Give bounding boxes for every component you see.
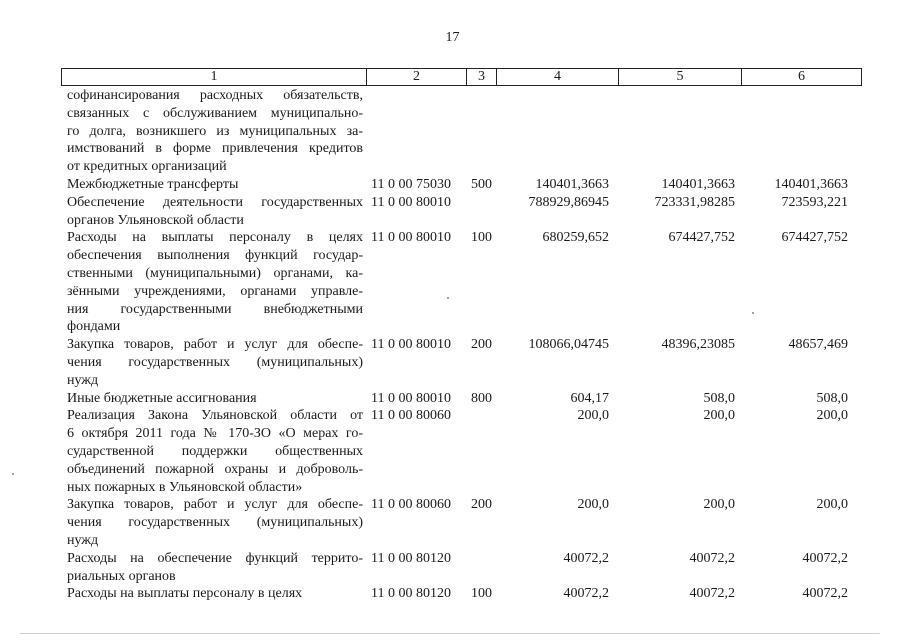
description-line: ных пожарных в Ульяновской области»: [67, 479, 303, 495]
row-value-col4: 604,17: [570, 390, 609, 406]
row-description: [67, 496, 363, 549]
column-number-header: [61, 68, 862, 86]
description-line: сударственной поддержки общественных: [67, 443, 363, 459]
row-description: [67, 407, 363, 496]
row-description: [67, 336, 363, 389]
table-row: [0, 407, 905, 496]
row-expense-type: [471, 550, 501, 586]
description-line: Расходы на выплаты персоналу в целях: [67, 586, 303, 602]
row-value-col4: 200,0: [577, 497, 609, 513]
scan-speck: [20, 633, 880, 634]
row-code: 11 0 00 80010: [371, 194, 451, 210]
row-code: [371, 87, 471, 176]
header-cell-2: 2: [367, 69, 467, 86]
row-value-col6: 140401,3663: [774, 176, 848, 192]
row-expense-type: [471, 194, 501, 230]
description-line: нужд: [67, 532, 99, 548]
row-expense-type: [471, 87, 501, 176]
row-expense-type: 500: [471, 176, 492, 192]
row-value-col4: 108066,04745: [528, 337, 609, 353]
row-code: 11 0 00 80010: [371, 390, 451, 406]
scan-speck: [447, 297, 449, 299]
description-line: Расходы на обеспечение функций террито-: [67, 550, 363, 566]
description-line: чения государственных (муниципальных): [67, 354, 363, 370]
description-line: Реализация Закона Ульяновской области от: [67, 408, 363, 424]
row-description: [67, 550, 363, 586]
description-line: объединений пожарной охраны и доброволь-: [67, 461, 363, 477]
scan-speck: [12, 473, 14, 475]
row-value-col4: 140401,3663: [535, 176, 609, 192]
row-value-col4: 40072,2: [563, 586, 609, 602]
description-line: Иные бюджетные ассигнования: [67, 390, 257, 406]
description-line: от кредитных организаций: [67, 159, 227, 175]
description-line: связанных с обслуживанием муниципально-: [67, 105, 363, 121]
description-line: ния государственными внебюджетными: [67, 301, 363, 317]
row-value-col6: [735, 87, 848, 176]
row-value-col6: 508,0: [816, 390, 848, 406]
row-value-col6: 200,0: [816, 408, 848, 424]
row-value-col6: 200,0: [816, 497, 848, 513]
row-code: 11 0 00 75030: [371, 176, 451, 192]
table-row: [0, 496, 905, 549]
description-line: Закупка товаров, работ и услуг для обеспе-: [67, 337, 363, 353]
row-value-col6: 48657,469: [788, 337, 848, 353]
row-value-col4: 200,0: [577, 408, 609, 424]
header-cell-1: 1: [62, 69, 367, 86]
row-code: 11 0 00 80010: [371, 230, 451, 246]
row-value-col5: 48396,23085: [661, 337, 735, 353]
row-description: [67, 229, 363, 336]
page-number: 17: [445, 30, 460, 45]
row-description: [67, 585, 363, 603]
row-value-col5: 674427,752: [668, 230, 735, 246]
description-line: фондами: [67, 319, 121, 335]
row-value-col5: 40072,2: [689, 586, 735, 602]
row-description: [67, 194, 363, 230]
description-line: Межбюджетные трансферты: [67, 176, 239, 192]
header-cell-4: 4: [497, 69, 619, 86]
row-value-col6: 723593,221: [781, 194, 848, 210]
row-value-col5: [609, 87, 735, 176]
description-line: 6 октября 2011 года № 170-ЗО «О мерах го-: [67, 426, 363, 442]
table-row: [0, 87, 905, 176]
description-line: зёнными учреждениями, органами управле-: [67, 283, 363, 299]
row-value-col6: 40072,2: [802, 550, 848, 566]
row-expense-type: 200: [471, 337, 492, 353]
table-row: [0, 390, 905, 408]
row-expense-type: [471, 407, 501, 496]
row-code: 11 0 00 80060: [371, 497, 451, 513]
row-description: [67, 87, 363, 176]
table-row: [0, 194, 905, 230]
row-value-col4: 788929,86945: [528, 194, 609, 210]
description-line: имствований в форме привлечения кредитов: [67, 141, 363, 157]
table-row: [0, 229, 905, 336]
row-value-col5: 508,0: [703, 390, 735, 406]
table-row: [0, 176, 905, 194]
row-expense-type: 800: [471, 390, 492, 406]
row-code: 11 0 00 80010: [371, 337, 451, 353]
table-row: [0, 336, 905, 389]
row-value-col5: 200,0: [703, 497, 735, 513]
description-line: софинансирования расходных обязательств,: [67, 88, 363, 103]
description-line: нужд: [67, 372, 99, 388]
row-value-col6: 674427,752: [781, 230, 848, 246]
description-line: обеспечения выполнения функций государ-: [67, 248, 363, 264]
header-cell-3: 3: [467, 69, 497, 86]
row-value-col4: [501, 87, 609, 176]
header-row: [62, 69, 862, 86]
scan-speck: [752, 312, 754, 314]
row-value-col6: 40072,2: [802, 586, 848, 602]
description-line: чения государственных (муниципальных): [67, 515, 363, 531]
description-line: Закупка товаров, работ и услуг для обеспе-: [67, 497, 363, 513]
table-row: [0, 550, 905, 586]
row-expense-type: 100: [471, 230, 492, 246]
row-value-col5: 40072,2: [689, 550, 735, 566]
row-code: 11 0 00 80120: [371, 586, 451, 602]
description-line: органов Ульяновской области: [67, 212, 244, 228]
row-expense-type: 100: [471, 586, 492, 602]
row-code: 11 0 00 80060: [371, 408, 451, 424]
budget-table-body: [0, 87, 905, 603]
row-value-col5: 723331,98285: [654, 194, 735, 210]
row-description: [67, 176, 363, 194]
row-description: [67, 390, 363, 408]
row-value-col4: 680259,652: [542, 230, 609, 246]
header-cell-6: 6: [742, 69, 862, 86]
row-expense-type: 200: [471, 497, 492, 513]
description-line: го долга, возникшего из муниципальных за-: [67, 123, 363, 139]
description-line: ственными (муниципальными) органами, ка-: [67, 265, 363, 281]
row-code: 11 0 00 80120: [371, 550, 451, 566]
header-cell-5: 5: [619, 69, 742, 86]
description-line: риальных органов: [67, 568, 176, 584]
description-line: Расходы на выплаты персоналу в целях: [67, 230, 363, 246]
row-value-col5: 140401,3663: [661, 176, 735, 192]
table-row: [0, 585, 905, 603]
row-value-col4: 40072,2: [563, 550, 609, 566]
description-line: Обеспечение деятельности государственных: [67, 194, 363, 210]
row-value-col5: 200,0: [703, 408, 735, 424]
